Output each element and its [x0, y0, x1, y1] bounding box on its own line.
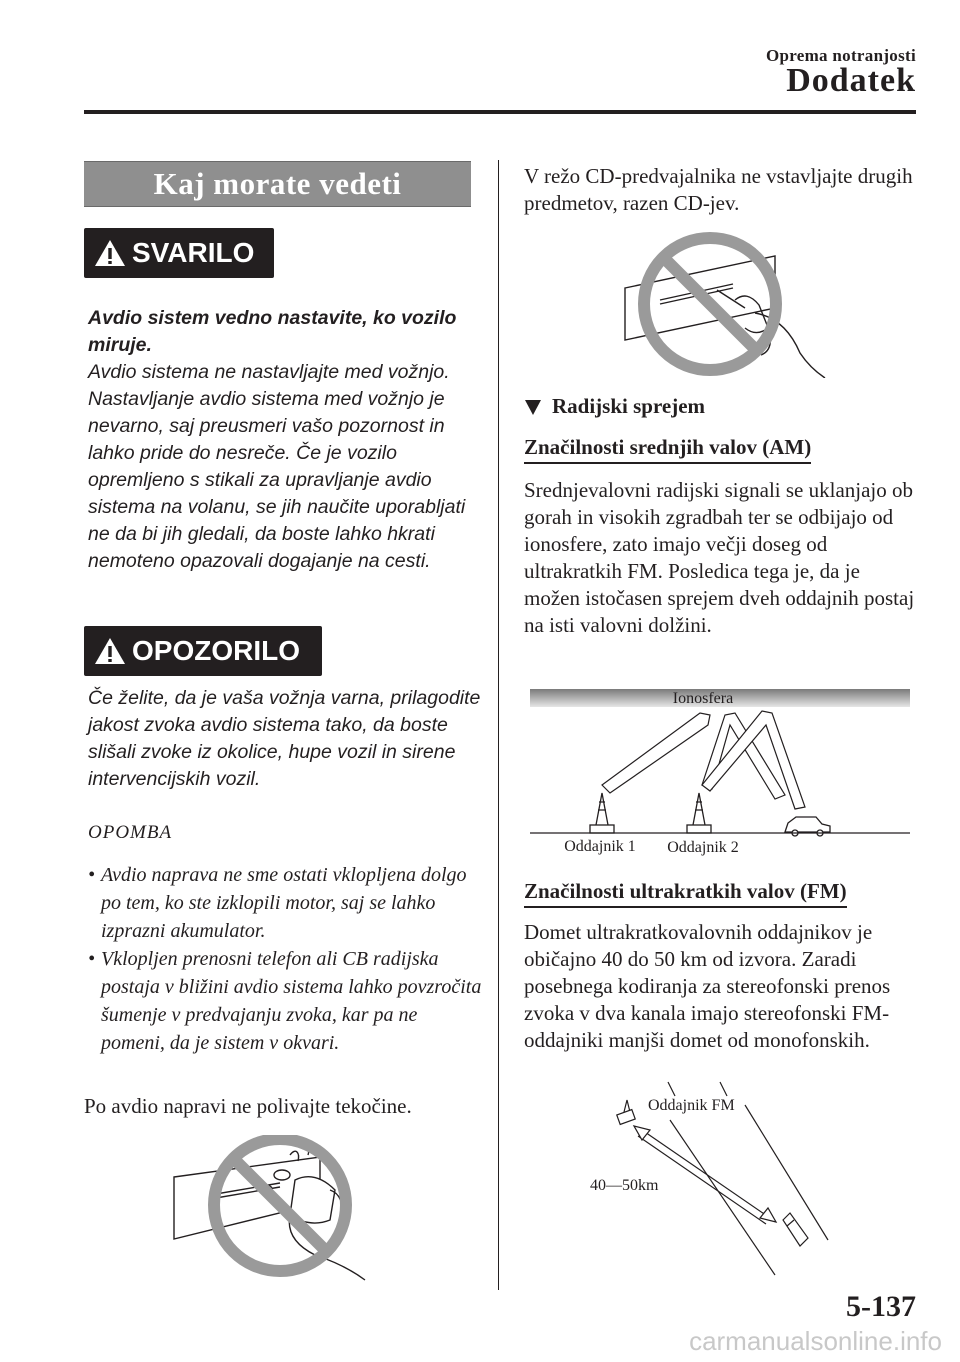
am-subheading: Značilnosti srednjih valov (AM) — [524, 435, 811, 464]
no-liquid-paragraph: Po avdio napravi ne polivajte tekočine. — [84, 1094, 412, 1118]
ionosphere-label: Ionosfera — [672, 690, 734, 707]
bullet: • — [88, 864, 96, 886]
transmitter-2-label: Oddajnik 2 — [667, 839, 739, 856]
fm-range-label: 40—50km — [590, 1177, 659, 1194]
warning-triangle-icon — [94, 636, 126, 666]
page-number: 5-137 — [846, 1290, 916, 1323]
svarilo-body: Avdio sistema ne nastavljajte med vožnjo. Nastavljanje avdio sistema med vožnjo je nevarno, saj preusmeri vašo pozornost in lahko pride do nesreče. Če je vozilo opremljeno s stikali za upravljanje avdio sistema na volanu, se jih naučite uporabljati ne da bi jih gledali, da boste lahko hkrati nemoteno opazovali dogajanje na cesti. — [88, 361, 466, 572]
svarilo-label — [84, 228, 274, 278]
opozorilo-body: Če želite, da je vaša vožnja varna, prilagodite jakost zvoka avdio sistema tako, da boste slišali zvoke iz okolice, hupe vozil in sirene intervencijskih vozil. — [88, 687, 481, 790]
note-heading: OPOMBA — [88, 822, 173, 843]
no-objects-cd-illustration — [605, 228, 830, 378]
no-objects-paragraph: V režo CD-predvajalnika ne vstavljajte drugih predmetov, razen CD-jev. — [524, 164, 913, 215]
am-paragraph: Srednjevalovni radijski signali se uklanjajo ob gorah in visokih zgradbah ter se odbijajo od ionosfere, zato imajo večji doseg od ultrakratkih FM. Posledica tega je, da je možen istočasen sprejem dveh oddajnih postaj na isti valovni dolžini. — [524, 478, 915, 637]
fm-subheading: Značilnosti ultrakratkih valov (FM) — [524, 879, 847, 908]
fm-range-diagram — [580, 1080, 830, 1280]
svarilo-text: SVARILO — [132, 237, 255, 268]
no-liquid-illustration — [170, 1135, 385, 1285]
opozorilo-text: OPOZORILO — [132, 635, 300, 666]
am-propagation-diagram — [530, 685, 910, 860]
note-item-text: Vklopljen prenosni telefon ali CB radijska postaja v bližini avdio sistema lahko povzročita šumenje v predvajanju zvoka, kar pa ne pomeni, da je sistem v okvari. — [101, 948, 482, 1054]
fm-paragraph: Domet ultrakratkovalovnih oddajnikov je običajno 40 do 50 km od izvora. Zaradi posebnega kodiranja za stereofonski prenos zvoka v dva kanala imajo stereofonski FM-oddajniki manjši domet od monofonskih. — [524, 920, 891, 1052]
bullet: • — [88, 948, 96, 970]
section-banner: Kaj morate vedeti — [84, 161, 471, 207]
radio-heading-text: Radijski sprejem — [552, 394, 706, 418]
note-item — [88, 861, 486, 945]
note-item — [88, 945, 486, 1057]
svarilo-bold-statement: Avdio sistem vedno nastavite, ko vozilo miruje. — [88, 307, 457, 356]
triangle-down-icon — [524, 398, 542, 416]
chapter-label: Oprema notranjosti — [765, 46, 916, 65]
column-divider — [498, 160, 499, 1290]
note-item-text: Avdio naprava ne sme ostati vklopljena dolgo po tem, ko ste izklopili motor, saj se lahko izprazni akumulator. — [101, 864, 467, 942]
radio-section-heading — [524, 394, 705, 419]
opozorilo-label — [84, 626, 322, 676]
watermark: carmanualsonline.info — [689, 1326, 942, 1356]
transmitter-1-label: Oddajnik 1 — [564, 838, 636, 855]
fm-transmitter-label: Oddajnik FM — [648, 1097, 735, 1114]
header-rule — [84, 110, 916, 114]
warning-triangle-icon — [94, 238, 126, 268]
page-section-title: Dodatek — [786, 62, 916, 99]
